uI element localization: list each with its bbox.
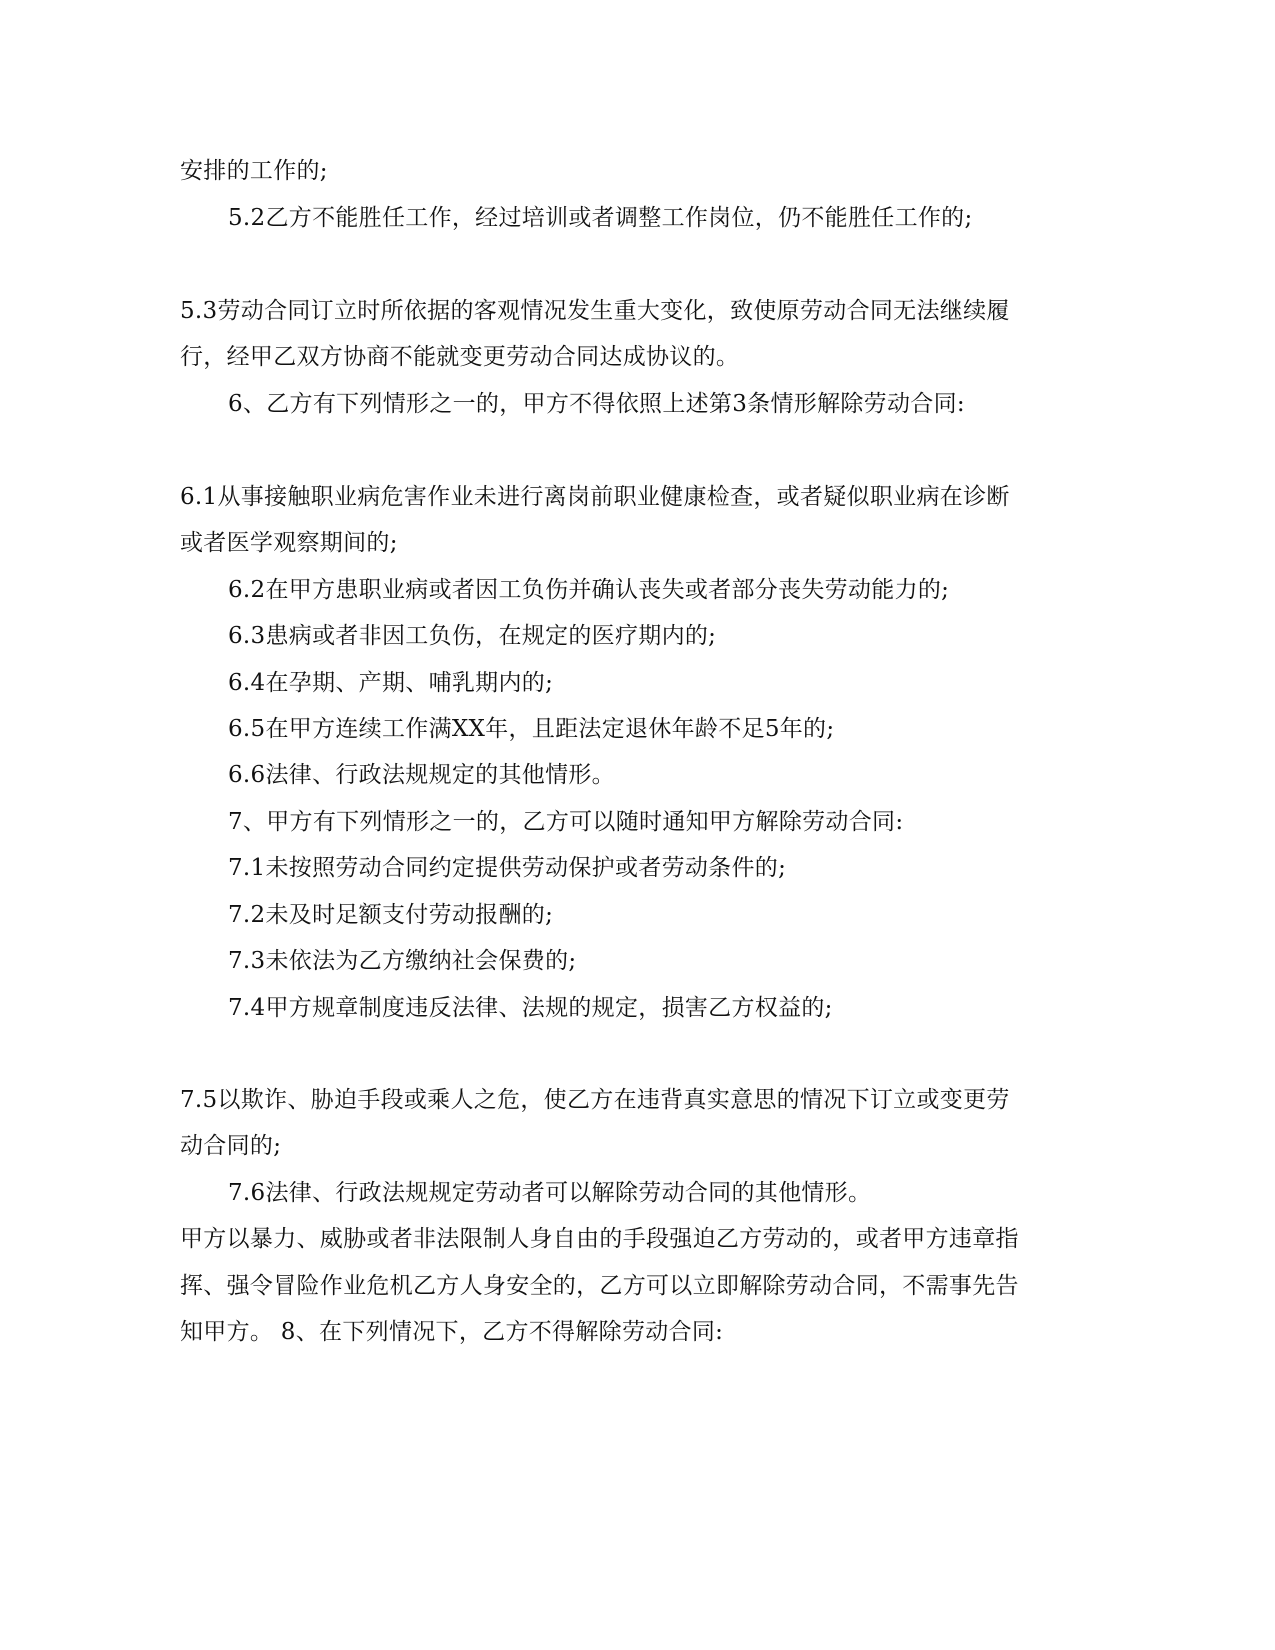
text-line: 6.4在孕期、产期、哺乳期内的; xyxy=(228,670,554,696)
text-line: 6.6法律、行政法规规定的其他情形。 xyxy=(228,762,615,788)
text-line: 7.3未依法为乙方缴纳社会保费的; xyxy=(228,948,577,974)
text-line: 6.5在甲方连续工作满XX年，且距法定退休年龄不足5年的; xyxy=(228,716,835,742)
text-line: 甲方以暴力、威胁或者非法限制人身自由的手段强迫乙方劳动的，或者甲方违章指 xyxy=(180,1226,1019,1252)
text-line: 7.2未及时足额支付劳动报酬的; xyxy=(228,902,554,928)
text-line: 6.1从事接触职业病危害作业未进行离岗前职业健康检查，或者疑似职业病在诊断 xyxy=(180,484,1010,510)
text-line: 7、甲方有下列情形之一的，乙方可以随时通知甲方解除劳动合同: xyxy=(228,809,904,835)
text-line: 挥、强令冒险作业危机乙方人身安全的，乙方可以立即解除劳动合同，不需事先告 xyxy=(180,1273,1019,1299)
text-line: 知甲方。 8、在下列情况下，乙方不得解除劳动合同: xyxy=(180,1319,724,1345)
text-line: 7.5以欺诈、胁迫手段或乘人之危，使乙方在违背真实意思的情况下订立或变更劳 xyxy=(180,1087,1010,1113)
text-line: 或者医学观察期间的; xyxy=(180,530,398,556)
text-line: 7.1未按照劳动合同约定提供劳动保护或者劳动条件的; xyxy=(228,855,787,881)
text-line: 6.3患病或者非因工负伤，在规定的医疗期内的; xyxy=(228,623,717,649)
text-line: 7.4甲方规章制度违反法律、法规的规定，损害乙方权益的; xyxy=(228,995,833,1021)
text-line: 5.2乙方不能胜任工作，经过培训或者调整工作岗位，仍不能胜任工作的; xyxy=(228,205,973,231)
text-line: 7.6法律、行政法规规定劳动者可以解除劳动合同的其他情形。 xyxy=(228,1180,872,1206)
text-line: 6、乙方有下列情形之一的，甲方不得依照上述第3条情形解除劳动合同: xyxy=(228,391,965,417)
text-line: 6.2在甲方患职业病或者因工负伤并确认丧失或者部分丧失劳动能力的; xyxy=(228,577,950,603)
text-line: 安排的工作的; xyxy=(180,158,328,184)
text-line: 动合同的; xyxy=(180,1133,282,1159)
text-line: 行，经甲乙双方协商不能就变更劳动合同达成协议的。 xyxy=(180,344,740,370)
text-line: 5.3劳动合同订立时所依据的客观情况发生重大变化，致使原劳动合同无法继续履 xyxy=(180,298,1010,324)
